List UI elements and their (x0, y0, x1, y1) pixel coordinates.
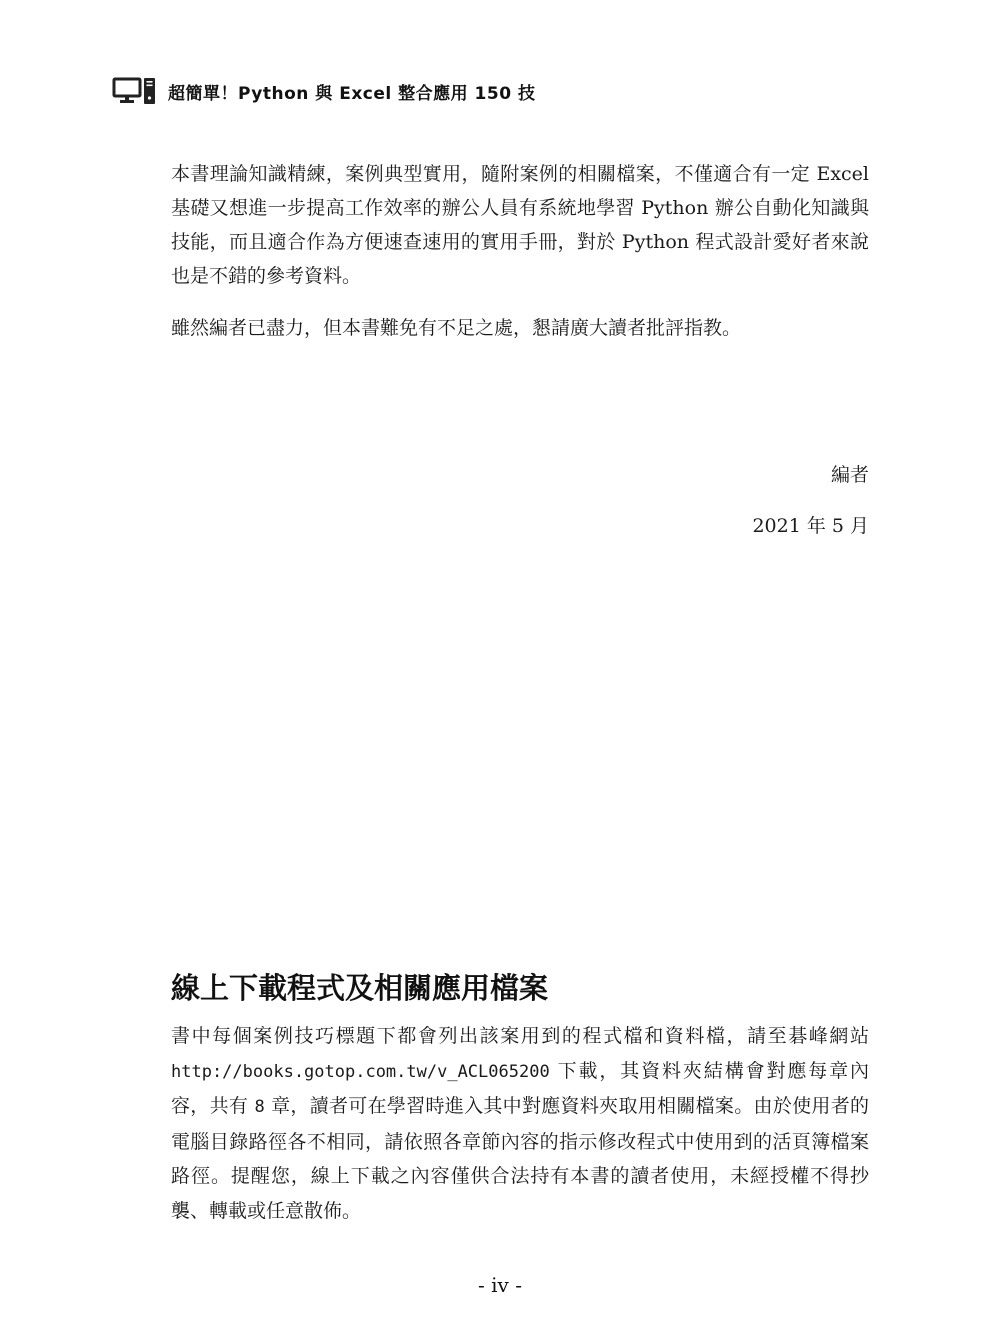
download-text-after-url: 章，讀者可在學習時進入其中對應資料夾取用相關檔案。由於使用者的電腦目錄路徑各不相同，請依照各章節內容的指示修改程式中使用到的活頁簿檔案路徑。提醒您，線上下載之內容僅供合法持有本書的讀者使用，未經授權不得抄襲、轉載或任意散佈。 (171, 1095, 869, 1222)
preface-paragraph-1: 本書理論知識精練，案例典型實用，隨附案例的相關檔案，不僅適合有一定 Excel 基礎又想進一步提高工作效率的辦公人員有系統地學習 Python 辦公自動化知識與技能，而且適合作為方便速查速用的實用手冊，對於 Python 程式設計愛好者來說也是不錯的參考資料。 (171, 163, 869, 287)
download-section-paragraph (171, 1019, 869, 1228)
running-header (112, 76, 535, 106)
computer-monitor-tower-icon (112, 77, 158, 105)
preface-paragraph-2: 雖然編者已盡力，但本書難免有不足之處，懇請廣大讀者批評指教。 (171, 317, 742, 339)
download-section-title: 線上下載程式及相關應用檔案 (171, 971, 549, 1005)
download-text-before-url: 書中每個案例技巧標題下都會列出該案用到的程式檔和資料檔，請至碁峰網站 (171, 1025, 869, 1047)
preface-date: 2021 年 5 月 (752, 515, 869, 537)
download-text-mid: 下載，其資料夾結構會對應每章內容，共有 (171, 1059, 869, 1117)
preface-signature: 編者 (830, 464, 869, 486)
book-title: 超簡單！Python 與 Excel 整合應用 150 技 (168, 83, 536, 104)
chapter-count: 8 (254, 1097, 265, 1117)
page-number: - iv - (478, 1273, 522, 1297)
download-url: http://books.gotop.com.tw/v_ACL065200 (171, 1061, 550, 1082)
